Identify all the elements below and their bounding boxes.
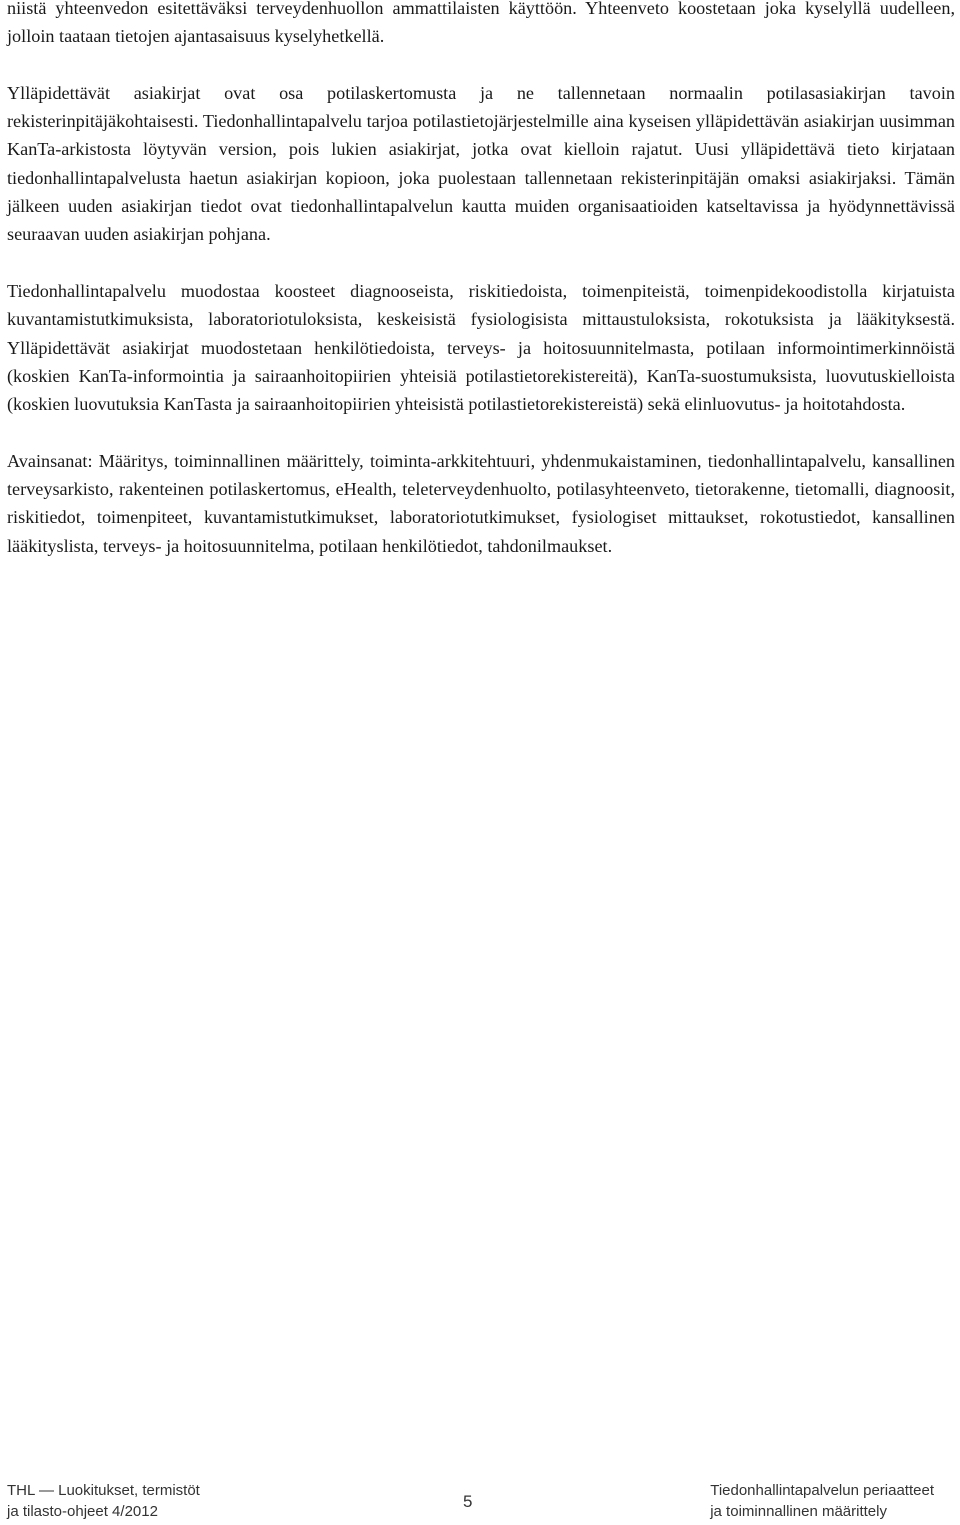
paragraph-maintained-documents: Ylläpidettävät asiakirjat ovat osa potilaskertomusta ja ne tallennetaan normaalin potilasasiakirjan tavoin rekisterinpitäjäkohtaisesti. Tiedonhallintapalvelu tarjoa potilastietojärjestelmille aina kyseisen ylläpidettävän asiakirjan uusimman KanTa-arkistosta löytyvän version, pois lukien asiakirjat, jotka ovat kielloin rajatut. Uusi ylläpidettävä tieto kirjataan tiedonhallintapalvelusta haetun asiakirjan kopioon, joka puolestaan tallennetaan rekisterinpitäjän omaksi asiakirjaksi. Tämän jälkeen uuden asiakirjan tiedot ovat tiedonhallintapalvelun kautta muiden organisaatioiden katseltavissa ja hyödynnettävissä seuraavan uuden asiakirjan pohjana. (7, 82, 955, 245)
footer-title-line2: ja toiminnallinen määrittely (710, 1503, 887, 1520)
footer-document-title (710, 1480, 934, 1522)
paragraph-compilations: Tiedonhallintapalvelu muodostaa koosteet diagnooseista, riskitiedoista, toimenpiteistä, toimenpidekoodistolla kirjatuista kuvantamistutkimuksista, laboratoriotuloksista, keskeisistä fysiologisista mittaustuloksista, rokotuksista ja lääkityksestä. Ylläpidettävät asiakirjat muodostetaan henkilötiedoista, terveys- ja hoitosuunnitelmasta, potilaan informointimerkinnöistä (koskien KanTa-informointia ja sairaanhoitopiirien yhteisiä potilastietorekistereitä), KanTa-suostumuksista, luovutuskielloista (koskien luovutuksia KanTasta ja sairaanhoitopiirien yhteisistä potilastietorekistereistä) sekä elinluovutus- ja hoitotahdosta. (7, 280, 955, 415)
footer-publication-line2: ja tilasto-ohjeet 4/2012 (7, 1503, 158, 1520)
footer-publication-line1: THL — Luokitukset, termistöt (7, 1482, 200, 1499)
document-body (7, 0, 955, 560)
footer-title-line1: Tiedonhallintapalvelun periaatteet (710, 1482, 934, 1499)
page-number: 5 (463, 1492, 473, 1511)
footer-publication (7, 1480, 200, 1522)
paragraph-keywords: Avainsanat: Määritys, toiminnallinen määrittely, toiminta-arkkitehtuuri, yhdenmukaistaminen, tiedonhallintapalvelu, kansallinen terveysarkisto, rakenteinen potilaskertomus, eHealth, teleterveydenhuolto, potilasyhteenveto, tietorakenne, tietomalli, diagnoosit, riskitiedot, toimenpiteet, kuvantamistutkimukset, laboratoriotutkimukset, fysiologiset mittaukset, rokotustiedot, kansallinen lääkityslista, terveys- ja hoitosuunnitelma, potilaan henkilötiedot, tahdonilmaukset. (7, 450, 955, 556)
paragraph-summary: niistä yhteenvedon esitettäväksi terveydenhuollon ammattilaisten käyttöön. Yhteenveto koostetaan joka kyselyllä uudelleen, jolloin taataan tietojen ajantasaisuus kyselyhetkellä. (7, 0, 955, 47)
page-footer (0, 1480, 960, 1525)
